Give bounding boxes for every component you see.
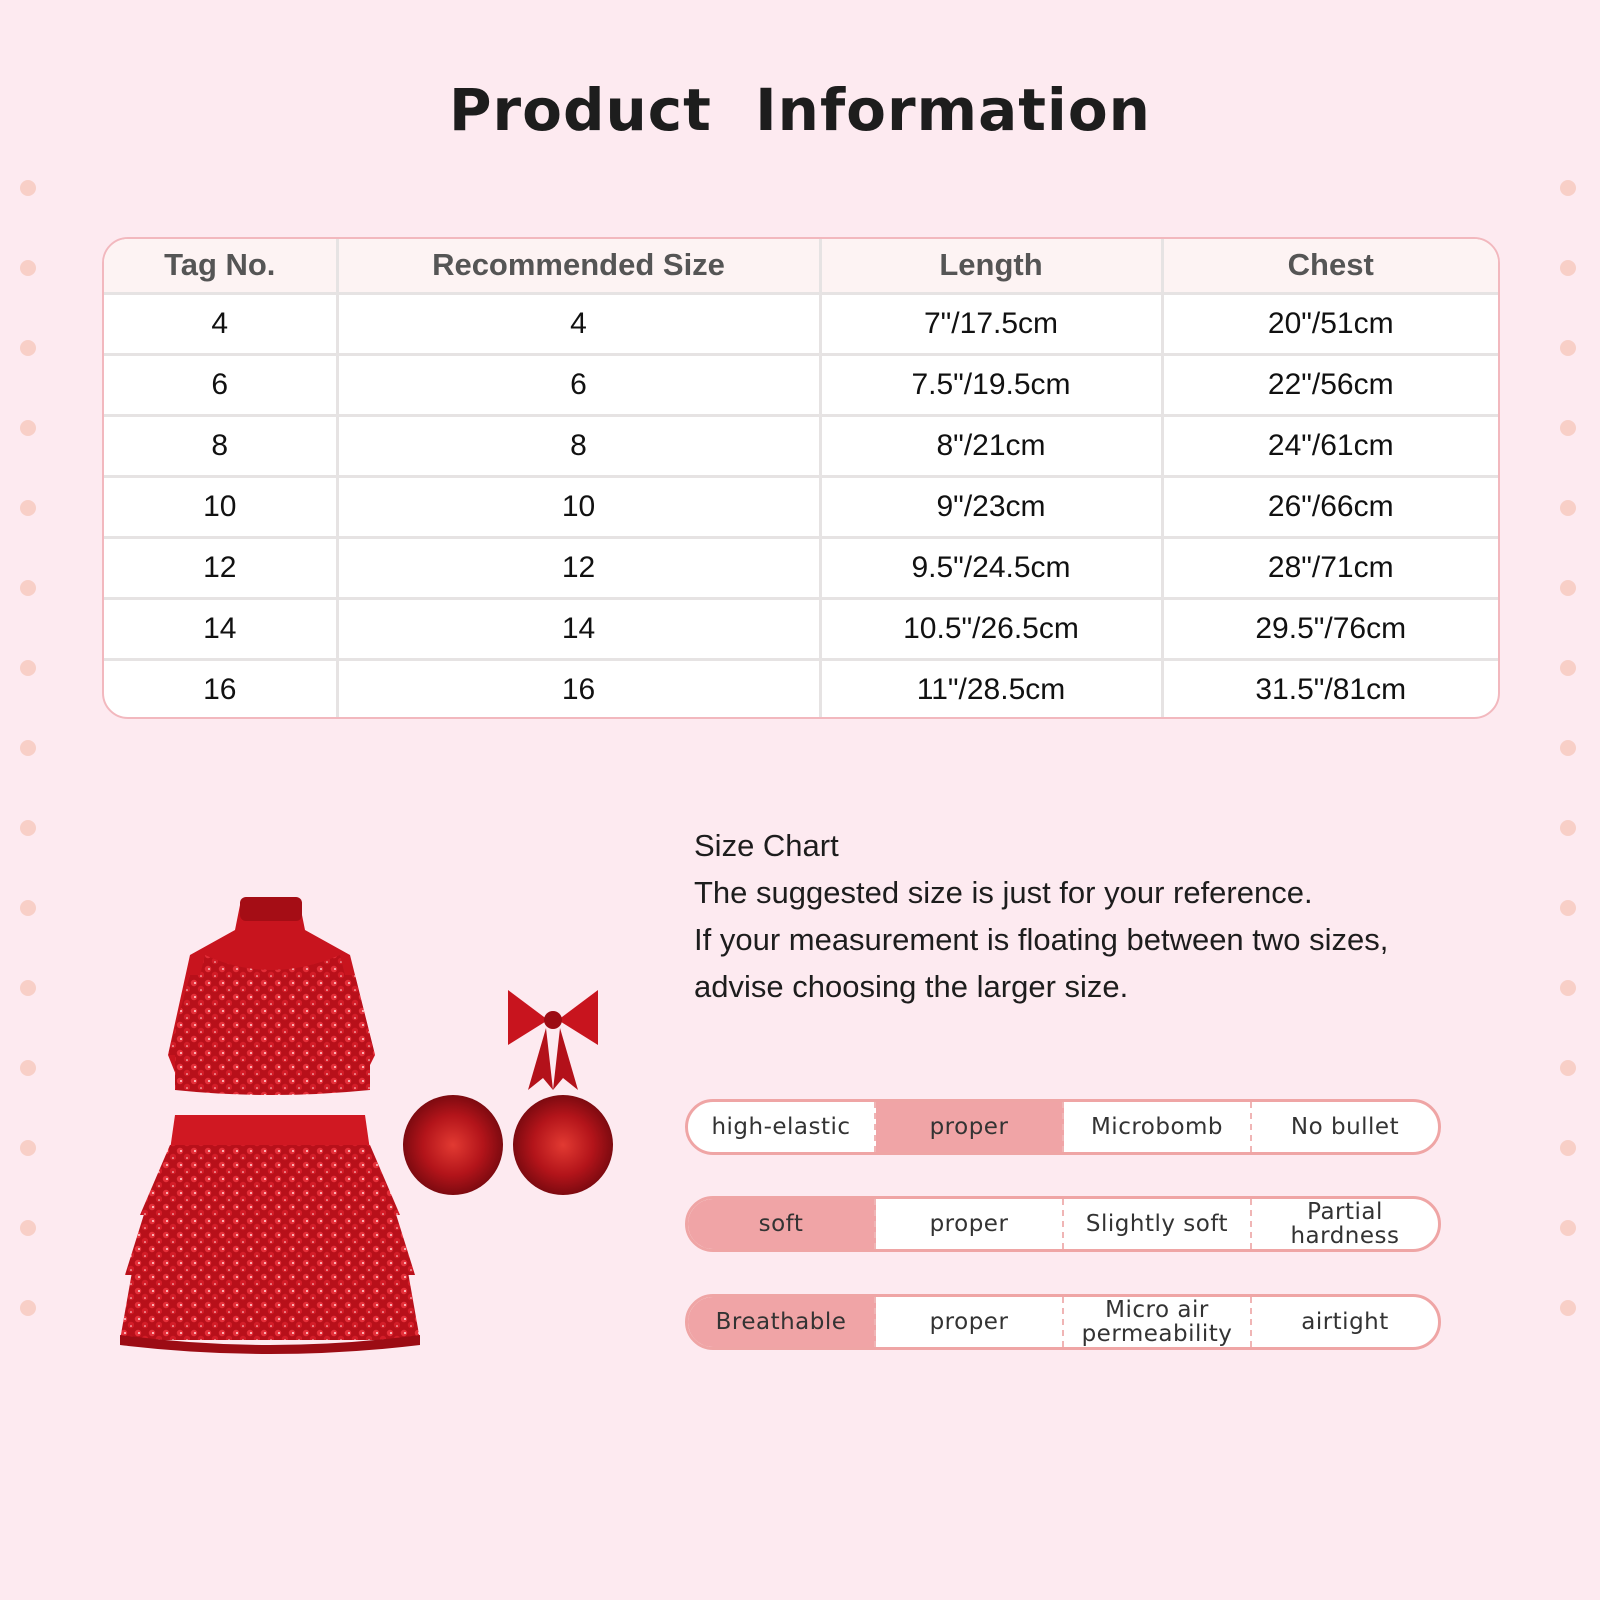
sequin-top	[168, 897, 375, 1095]
cell-length: 11"/28.5cm	[820, 659, 1162, 719]
cell-tag-no: 4	[104, 293, 337, 354]
cell-recommended-size: 10	[337, 476, 820, 537]
decorative-dot	[20, 740, 36, 756]
table-row	[104, 354, 1498, 415]
decorative-dot	[1560, 900, 1576, 916]
size-chart-heading: Size Chart	[694, 828, 839, 863]
cell-length: 7"/17.5cm	[820, 293, 1162, 354]
decorative-dot	[20, 1300, 36, 1316]
cell-length: 9"/23cm	[820, 476, 1162, 537]
elasticity-option: proper	[876, 1102, 1064, 1152]
decorative-dot	[20, 980, 36, 996]
decorative-dot	[20, 260, 36, 276]
breathability-option: airtight	[1301, 1309, 1389, 1335]
cell-tag-no: 14	[104, 598, 337, 659]
info-line-2: If your measurement is floating between two sizes,	[694, 922, 1389, 957]
cell-chest: 20"/51cm	[1162, 293, 1498, 354]
elasticity-scale	[685, 1099, 1441, 1155]
decorative-dot	[1560, 1300, 1576, 1316]
cell-chest: 26"/66cm	[1162, 476, 1498, 537]
decorative-dot	[1560, 420, 1576, 436]
decorative-dot	[20, 340, 36, 356]
decorative-dot	[20, 420, 36, 436]
decorative-dot	[1560, 260, 1576, 276]
cell-chest: 24"/61cm	[1162, 415, 1498, 476]
table-row	[104, 293, 1498, 354]
cell-recommended-size: 6	[337, 354, 820, 415]
softness-option: Partial hardness	[1290, 1199, 1400, 1249]
table-body	[104, 293, 1498, 719]
softness-option: soft	[688, 1199, 876, 1249]
cell-length: 9.5"/24.5cm	[820, 537, 1162, 598]
pom-pom-right	[513, 1095, 613, 1195]
left-dot-column	[20, 180, 40, 1360]
elasticity-option: No bullet	[1290, 1114, 1400, 1140]
decorative-dot	[20, 1140, 36, 1156]
decorative-dot	[1560, 1060, 1576, 1076]
size-table-grid	[104, 239, 1498, 719]
cell-chest: 31.5"/81cm	[1255, 673, 1407, 707]
page-title: Product Information	[449, 76, 1151, 144]
cell-recommended-size: 4	[337, 293, 820, 354]
header-chest: Chest	[1162, 239, 1498, 293]
breathability-scale	[685, 1294, 1441, 1350]
cell-chest: 22"/56cm	[1162, 354, 1498, 415]
breathability-option: Micro air permeability	[1064, 1297, 1252, 1347]
info-line-1: The suggested size is just for your reference.	[694, 875, 1313, 910]
cell-recommended-size: 16	[337, 659, 820, 719]
decorative-dot	[20, 180, 36, 196]
decorative-dot	[20, 580, 36, 596]
cell-length: 7.5"/19.5cm	[820, 354, 1162, 415]
decorative-dot	[1560, 820, 1576, 836]
table-row	[104, 415, 1498, 476]
size-table	[102, 237, 1500, 719]
cell-tag-no: 16	[104, 659, 337, 719]
breathability-option: Breathable	[688, 1297, 876, 1347]
right-dot-column	[1560, 180, 1580, 1360]
table-row	[104, 476, 1498, 537]
cell-chest: 29.5"/76cm	[1162, 598, 1498, 659]
cell-chest: 28"/71cm	[1162, 537, 1498, 598]
breathability-option: proper	[876, 1297, 1064, 1347]
decorative-dot	[1560, 1140, 1576, 1156]
table-row	[104, 598, 1498, 659]
pom-pom-left	[403, 1095, 503, 1195]
softness-option: proper	[876, 1199, 1064, 1249]
cell-tag-no: 8	[104, 415, 337, 476]
cell-length: 8"/21cm	[820, 415, 1162, 476]
info-line-3: advise choosing the larger size.	[694, 969, 1129, 1004]
softness-scale	[685, 1196, 1441, 1252]
decorative-dot	[20, 660, 36, 676]
header-length: Length	[820, 239, 1162, 293]
table-row	[104, 537, 1498, 598]
decorative-dot	[1560, 180, 1576, 196]
decorative-dot	[20, 500, 36, 516]
decorative-dot	[20, 900, 36, 916]
decorative-dot	[1560, 340, 1576, 356]
cell-recommended-size: 12	[337, 537, 820, 598]
table-header-row	[104, 239, 1498, 293]
cell-recommended-size: 8	[337, 415, 820, 476]
decorative-dot	[20, 1060, 36, 1076]
decorative-dot	[1560, 580, 1576, 596]
header-recommended-size: Recommended Size	[337, 239, 820, 293]
header-tag-no: Tag No.	[104, 239, 337, 293]
product-image	[120, 895, 640, 1375]
cell-tag-no: 6	[104, 354, 337, 415]
cell-tag-no: 12	[104, 537, 337, 598]
size-chart-info	[694, 822, 1494, 1010]
decorative-dot	[1560, 660, 1576, 676]
decorative-dot	[1560, 740, 1576, 756]
decorative-dot	[20, 820, 36, 836]
sequin-skirt	[120, 1115, 420, 1354]
softness-option: Slightly soft	[1064, 1199, 1252, 1249]
decorative-dot	[1560, 1220, 1576, 1236]
decorative-dot	[20, 1220, 36, 1236]
cell-length: 10.5"/26.5cm	[820, 598, 1162, 659]
elasticity-option: Microbomb	[1064, 1102, 1252, 1152]
table-row	[104, 659, 1498, 719]
cell-recommended-size: 14	[337, 598, 820, 659]
decorative-dot	[1560, 500, 1576, 516]
decorative-dot	[1560, 980, 1576, 996]
elasticity-option: high-elastic	[688, 1102, 876, 1152]
cell-tag-no: 10	[104, 476, 337, 537]
hair-bow	[508, 990, 598, 1090]
